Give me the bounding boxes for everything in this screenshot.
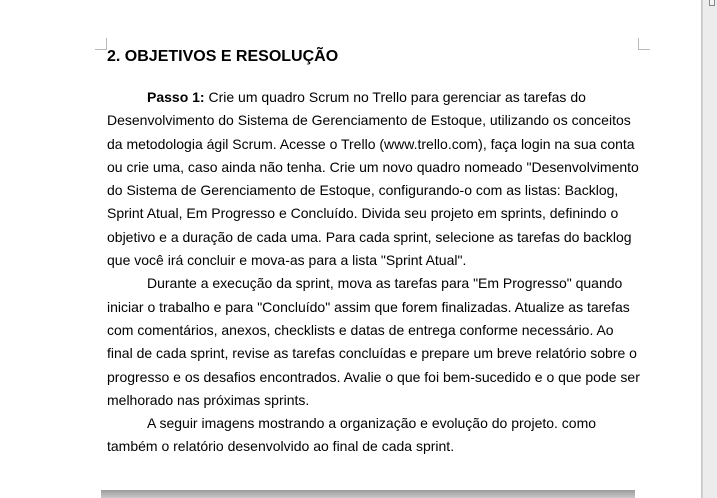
paragraph-text: Durante a execução da sprint, mova as tarefas para "Em Progresso" quando iniciar o trabalho e para "Concluído" assim que forem finalizadas. Atualize as tarefas com comentários, anexos, checklists e datas de entrega conforme necessário. Ao final de cada sprint, revise as tarefas concluídas e prepare um breve relatório sobre o progresso e os desafios encontrados. Avalie o que foi bem-sucedido e o que pode ser melhorado nas próximas sprints. — [107, 275, 640, 408]
section-heading: 2. OBJETIVOS E RESOLUÇÃO — [107, 48, 339, 65]
paragraph-step-1 — [107, 86, 643, 272]
vertical-scrollbar[interactable] — [702, 0, 717, 498]
paragraph-text: A seguir imagens mostrando a organização e evolução do projeto. como também o relatório desenvolvido ao final de cada sprint. — [107, 415, 597, 455]
page-content — [107, 46, 643, 459]
paragraph-text: Crie um quadro Scrum no Trello para gerenciar as tarefas do Desenvolvimento do Sistema de Gerenciamento de Estoque, utilizando os conceitos da metodologia ágil Scrum. Acesse o Trello (www.trello.com), faça login na sua conta ou crie uma, caso ainda não tenha. Crie um novo quadro nomeado "Desenvolvimento do Sistema de Gerenciamento de Estoque, configurando-o com as listas: Backlog, Sprint Atual, Em Progresso e Concluído. Divida seu projeto em sprints, definindo o objetivo e a duração de cada uma. Para cada sprint, selecione as tarefas do backlog que você irá concluir e mova-as para a lista "Sprint Atual". — [107, 89, 639, 269]
embedded-image-top-edge — [101, 490, 635, 498]
paragraph-sprint-execution — [107, 272, 643, 412]
scroll-arrow-icon[interactable] — [709, 0, 715, 6]
margin-corner-mark-left — [95, 38, 107, 50]
paragraph-images-intro — [107, 412, 643, 459]
step-label: Passo 1: — [147, 89, 205, 105]
